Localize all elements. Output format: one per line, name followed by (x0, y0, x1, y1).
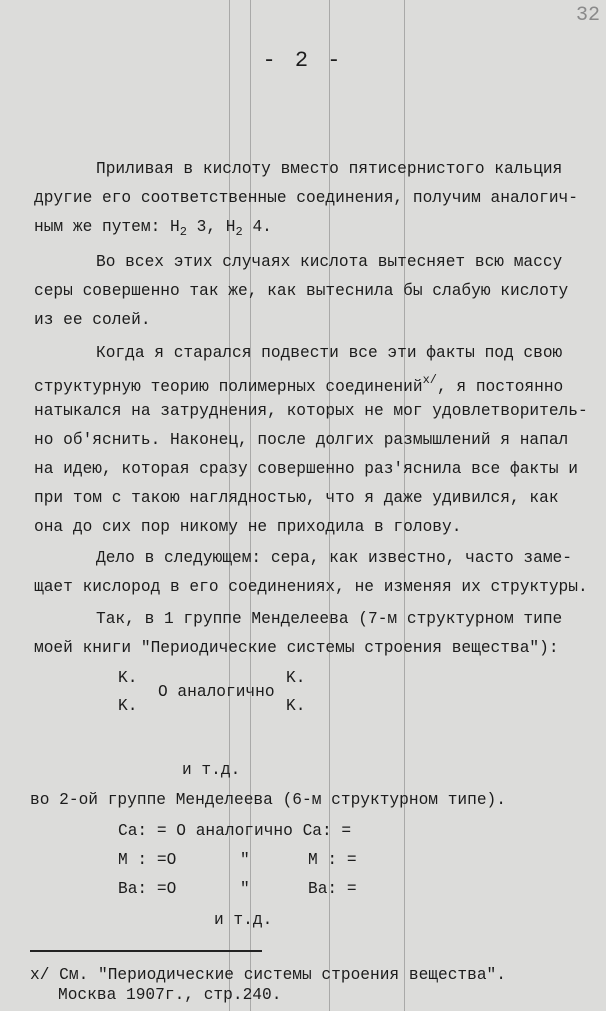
formula-k: K. (118, 697, 138, 715)
ditto-mark: " (240, 880, 250, 898)
footnote-rule (30, 950, 262, 952)
formula-cell: Ba: = (308, 880, 357, 898)
footnote-mark: x/ (422, 373, 437, 387)
text-line: Когда я старался подвести все эти факты под свою (96, 344, 563, 362)
text-line: но об'яснить. Наконец, после долгих размышлений я напал (34, 431, 569, 449)
text-line: структурную теорию полимерных соединений$^{x/}$, я постоянно (34, 373, 564, 396)
formula-row: Ca: = O аналогично Ca: = (118, 822, 352, 840)
text-line: она до сих пор никому не приходила в голову. (34, 518, 462, 536)
corner-page-number: 32 (575, 4, 600, 27)
text-line: из ее солей. (34, 311, 151, 329)
text-line: серы совершенно так же, как вытеснила бы слабую кислоту (34, 282, 569, 300)
formula-cell: M : = (308, 851, 357, 869)
formula-k: K. (118, 669, 138, 687)
text-line: Дело в следующем: сера, как известно, часто заме- (96, 549, 572, 567)
formula-k: K. (286, 697, 306, 715)
footnote-line: Москва 1907г., стр.240. (58, 986, 282, 1004)
page-header: - 2 - (262, 48, 344, 73)
text-line: ным же путем: $H_2$ 3, $H_2$ 4. (34, 218, 272, 239)
text-line: Во всех этих случаях кислота вытесняет всю массу (96, 253, 563, 271)
text-line: щает кислород в его соединениях, не изменяя их структуры. (34, 578, 588, 596)
etc-text: и т.д. (214, 911, 273, 929)
etc-text: и т.д. (182, 761, 241, 779)
text-line: на идею, которая сразу совершенно раз'яснила все факты и (34, 460, 578, 478)
footnote-line: x/ См. "Периодические системы строения вещества". (30, 966, 506, 984)
formula-text: O аналогично (158, 683, 275, 701)
text-line: Так, в 1 группе Менделеева (7-м структурном типе (96, 610, 563, 628)
text-line: натыкался на затруднения, которых не мог удовлетворитель- (34, 402, 588, 420)
text-line: во 2-ой группе Менделеева (6-м структурном типе). (30, 791, 506, 809)
text-line: другие его соответственные соединения, получим аналогич- (34, 189, 578, 207)
formula-k: K. (286, 669, 306, 687)
text-line: при том с такою наглядностью, что я даже удивился, как (34, 489, 559, 507)
text-line: Приливая в кислоту вместо пятисернистого кальция (96, 160, 563, 178)
ditto-mark: " (240, 851, 250, 869)
formula-cell: Ba: =O (118, 880, 177, 898)
text-line: моей книги "Периодические системы строения вещества"): (34, 639, 559, 657)
formula-cell: M : =O (118, 851, 177, 869)
